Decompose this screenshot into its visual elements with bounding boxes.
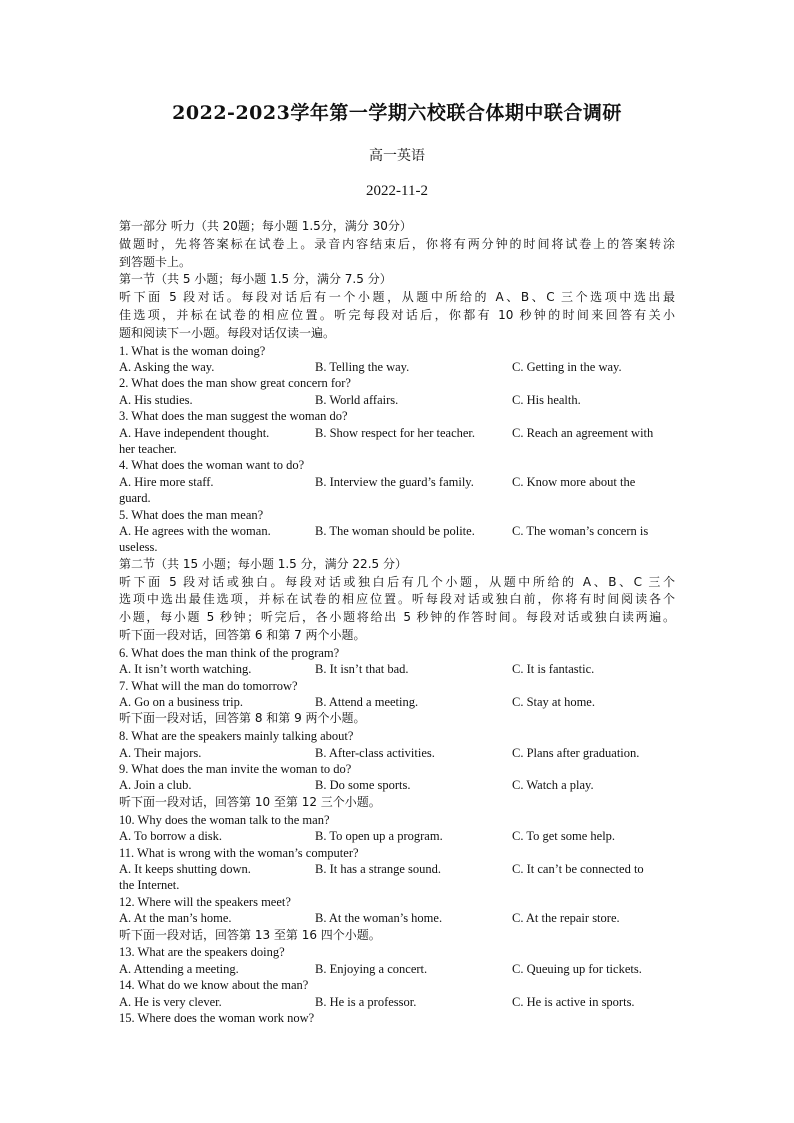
option-c: C. Know more about the xyxy=(512,474,636,489)
option-b: B. Interview the guard’s family. xyxy=(315,474,474,489)
section1-heading: 第一节（共 5 小题；每小题 1.5 分，满分 7.5 分） xyxy=(119,272,392,287)
answer-options xyxy=(119,961,675,977)
answer-options xyxy=(119,777,675,793)
option-b: B. It isn’t that bad. xyxy=(315,662,409,677)
answer-options xyxy=(119,828,675,844)
question-stem: 7. What will the man do tomorrow? xyxy=(119,678,298,693)
option-a: A. His studies. xyxy=(119,392,193,407)
question-stem: 4. What does the woman want to do? xyxy=(119,458,305,473)
option-a: A. It keeps shutting down. xyxy=(119,861,251,876)
listening-instruction: 听下面一段对话，回答第 13 至第 16 四个小题。 xyxy=(119,927,381,942)
option-a: A. Their majors. xyxy=(119,745,202,760)
question-stem: 9. What does the man invite the woman to do? xyxy=(119,762,352,777)
option-b: B. Show respect for her teacher. xyxy=(315,425,476,440)
option-c: C. Watch a play. xyxy=(512,778,594,793)
answer-options xyxy=(119,910,675,926)
answer-options xyxy=(119,523,675,539)
option-a: A. Attending a meeting. xyxy=(119,961,239,976)
option-continuation: useless. xyxy=(119,540,158,555)
option-b: B. Do some sports. xyxy=(315,778,411,793)
option-a: A. To borrow a disk. xyxy=(119,829,223,844)
option-a: A. He is very clever. xyxy=(119,994,222,1009)
question-stem: 11. What is wrong with the woman’s computer? xyxy=(119,845,359,860)
option-a: A. At the man’s home. xyxy=(119,911,232,926)
option-a: A. It isn’t worth watching. xyxy=(119,662,252,677)
option-c: C. Plans after graduation. xyxy=(512,745,640,760)
listening-instruction: 听下面一段对话，回答第 6 和第 7 两个小题。 xyxy=(119,628,366,643)
exam-content xyxy=(119,218,675,1026)
answer-options xyxy=(119,994,675,1010)
option-b: B. He is a professor. xyxy=(315,994,417,1009)
option-continuation: the Internet. xyxy=(119,878,180,893)
option-b: B. Attend a meeting. xyxy=(315,695,419,710)
option-a: A. Have independent thought. xyxy=(119,425,270,440)
answer-options xyxy=(119,661,675,677)
option-c: C. Getting in the way. xyxy=(512,359,622,374)
option-c: C. At the repair store. xyxy=(512,911,620,926)
option-b: B. To open up a program. xyxy=(315,829,443,844)
section2-heading: 第二节（共 15 小题；每小题 1.5 分，满分 22.5 分） xyxy=(119,556,407,571)
exam-title: 2022-2023学年第一学期六校联合体期中联合调研 xyxy=(172,102,622,124)
option-b: B. Enjoying a concert. xyxy=(315,961,428,976)
option-continuation: guard. xyxy=(119,491,151,506)
exam-subject: 高一英语 xyxy=(369,148,425,164)
question-stem: 14. What do we know about the man? xyxy=(119,978,309,993)
question-stem: 10. Why does the woman talk to the man? xyxy=(119,812,330,827)
question-stem: 3. What does the man suggest the woman do? xyxy=(119,409,348,424)
option-a: A. Go on a business trip. xyxy=(119,695,243,710)
option-continuation: her teacher. xyxy=(119,442,177,457)
option-c: C. He is active in sports. xyxy=(512,994,635,1009)
option-c: C. The woman’s concern is xyxy=(512,524,649,539)
section1-intro-line: 题和阅读下一小题。每段对话仅读一遍。 xyxy=(119,325,336,340)
section2-intro-line: 选项中选出最佳选项，并标在试卷的相应位置。听每段对话或独白前，你将有时间阅读各个 xyxy=(119,592,675,607)
part1-intro-line: 做题时，先将答案标在试卷上。录音内容结束后，你将有两分钟的时间将试卷上的答案转涂 xyxy=(119,236,675,251)
option-a: A. Join a club. xyxy=(119,778,192,793)
option-b: B. Telling the way. xyxy=(315,359,410,374)
option-c: C. Stay at home. xyxy=(512,695,595,710)
option-b: B. The woman should be polite. xyxy=(315,524,475,539)
option-a: A. He agrees with the woman. xyxy=(119,524,271,539)
part1-heading: 第一部分 听力（共 20题；每小题 1.5分，满分 30分） xyxy=(119,219,412,233)
answer-options xyxy=(119,392,675,408)
question-stem: 2. What does the man show great concern for? xyxy=(119,376,351,391)
section1-intro-line: 佳选项，并标在试卷的相应位置。听完每段对话后，你都有 10 秒钟的时间来回答有关小 xyxy=(119,307,675,322)
option-b: B. At the woman’s home. xyxy=(315,911,443,926)
answer-options xyxy=(119,861,675,877)
exam-date: 2022-11-2 xyxy=(366,183,428,199)
option-c: C. Queuing up for tickets. xyxy=(512,961,642,976)
answer-options xyxy=(119,745,675,761)
option-c: C. It is fantastic. xyxy=(512,662,595,677)
section2-intro-line: 小题，每小题 5 秒钟；听完后，各小题将给出 5 秒钟的作答时间。每段对话或独白读两遍。 xyxy=(119,610,675,625)
question-stem: 8. What are the speakers mainly talking about? xyxy=(119,729,354,744)
question-stem: 15. Where does the woman work now? xyxy=(119,1010,315,1025)
option-c: C. To get some help. xyxy=(512,829,616,844)
question-stem: 1. What is the woman doing? xyxy=(119,343,266,358)
option-a: A. Hire more staff. xyxy=(119,474,214,489)
listening-instruction: 听下面一段对话，回答第 8 和第 9 两个小题。 xyxy=(119,711,366,726)
option-b: B. World affairs. xyxy=(315,392,399,407)
answer-options xyxy=(119,359,675,375)
option-b: B. It has a strange sound. xyxy=(315,861,442,876)
option-c: C. His health. xyxy=(512,392,581,407)
question-stem: 5. What does the man mean? xyxy=(119,507,264,522)
listening-instruction: 听下面一段对话，回答第 10 至第 12 三个小题。 xyxy=(119,794,381,809)
answer-options xyxy=(119,694,675,710)
question-stem: 13. What are the speakers doing? xyxy=(119,945,285,960)
part1-intro-line: 到答题卡上。 xyxy=(119,254,192,269)
question-stem: 12. Where will the speakers meet? xyxy=(119,894,291,909)
option-c: C. Reach an agreement with xyxy=(512,425,654,440)
section1-intro-line: 听下面 5 段对话。每段对话后有一个小题，从题中所给的 A、B、C 三个选项中选出最 xyxy=(119,290,675,305)
section2-intro-line: 听下面 5 段对话或独白。每段对话或独白后有几个小题，从题中所给的 A、B、C 三个 xyxy=(119,574,675,589)
option-a: A. Asking the way. xyxy=(119,359,215,374)
answer-options xyxy=(119,474,675,490)
option-c: C. It can’t be connected to xyxy=(512,861,644,876)
question-stem: 6. What does the man think of the program? xyxy=(119,645,340,660)
answer-options xyxy=(119,425,675,441)
option-b: B. After-class activities. xyxy=(315,745,435,760)
